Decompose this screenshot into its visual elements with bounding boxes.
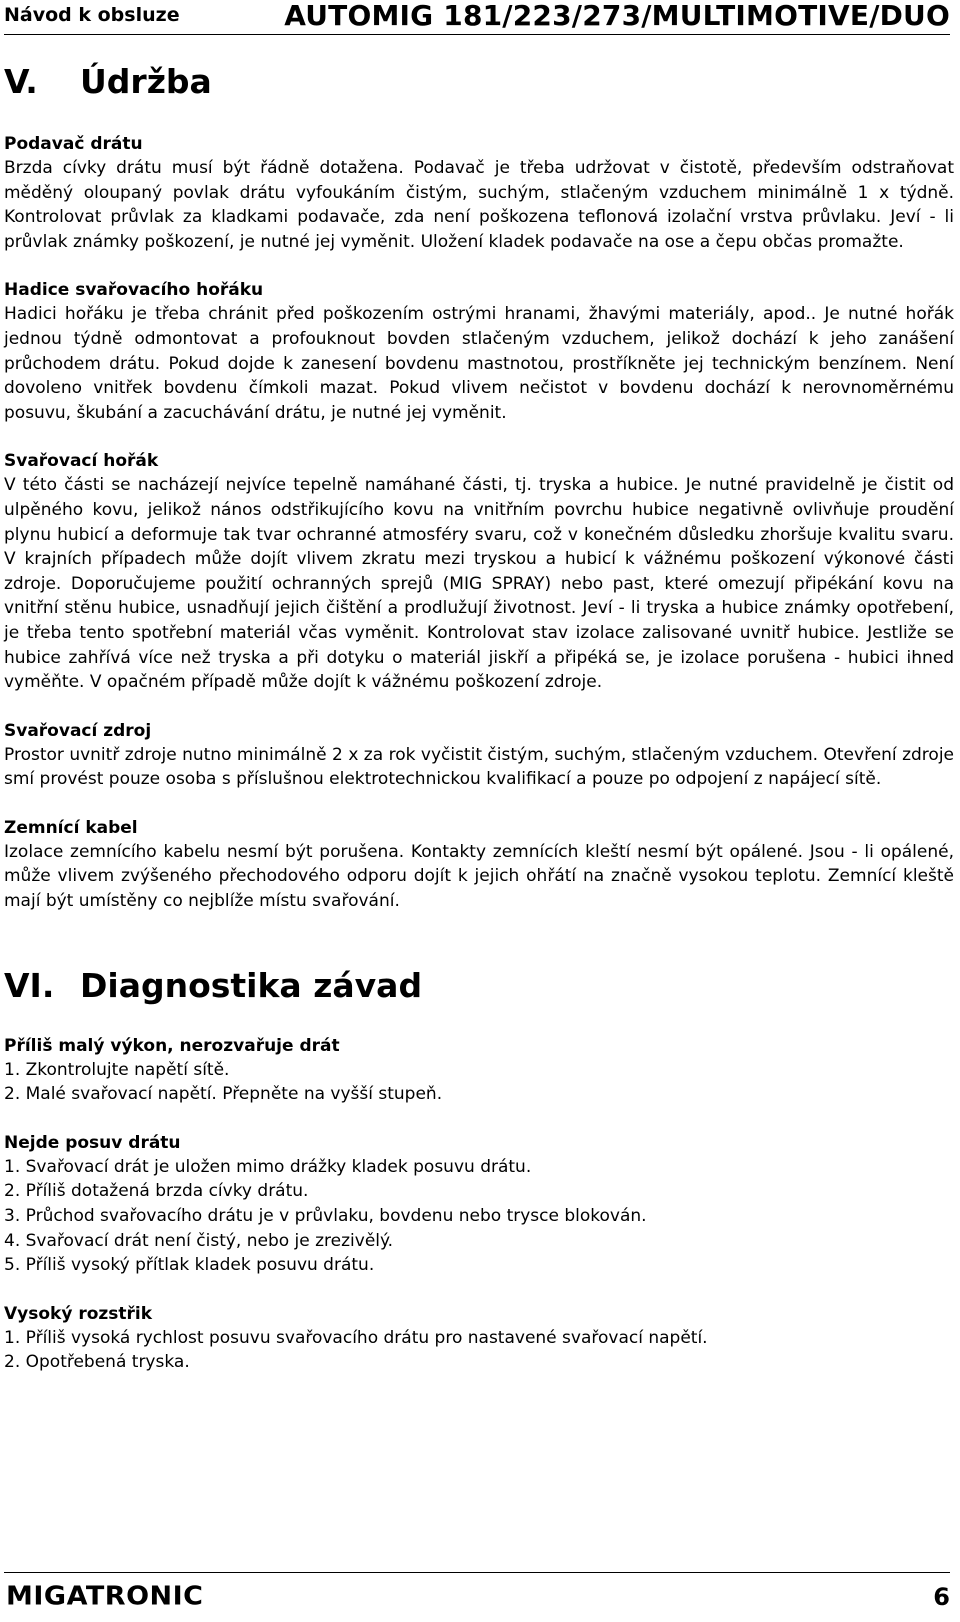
section-wire-feeder bbox=[4, 132, 954, 254]
section-text: V této části se nacházejí nejvíce tepelně namáhané části, tj. tryska a hubice. Je nutné pravidelně je čistit od ulpěného kovu, jelikož nános odstřikujícího kovu na vnitřním povrchu hubice negativně ovlivňuje proudění plynu hubicí a deformuje tak tvar ochranné atmosféry svaru, což v konečném důsledku zhoršuje kvalitu svaru. V krajních případech může dojít vlivem zkratu mezi tryskou a hubicí k vážnému poškození výkonové části zdroje. Doporučujeme použití ochranných sprejů (MIG SPRAY) nebo past, které omezují připékání kovu na vnitřní stěnu hubice, usnadňují jejich čištění a prodlužují životnost. Jeví - li tryska a hubice známky opotřebení, je třeba tento spotřební materiál včas vyměnit. Kontrolovat stav izolace zalisované uvnitř hubice. Jestliže se hubice zahřívá více než tryska a při dotyku o materiál jiskří a připéká se, je izolace porušena - hubici ihned vyměňte. V opačném případě může dojít k vážnému poškození zdroje. bbox=[4, 475, 954, 693]
list-item: 1. Příliš vysoká rychlost posuvu svařovacího drátu pro nastavené svařovací napětí. bbox=[4, 1327, 708, 1348]
section-high-spatter bbox=[4, 1302, 954, 1375]
section-torch-hose bbox=[4, 278, 954, 425]
list-item: 2. Příliš dotažená brzda cívky drátu. bbox=[4, 1181, 309, 1202]
section-title: Vysoký rozstřik bbox=[4, 1303, 153, 1324]
chapter-title: Diagnostika závad bbox=[80, 965, 423, 1005]
section-welding-torch bbox=[4, 449, 954, 694]
section-ground-cable bbox=[4, 816, 954, 914]
section-text: Prostor uvnitř zdroje nutno minimálně 2 x za rok vyčistit čistým, suchým, stlačeným vzduchem. Otevření zdroje smí provést pouze osoba s příslušnou elektrotechnickou kvalifikací a pouze po odpojení z napájecí sítě. bbox=[4, 744, 954, 790]
section-text: Brzda cívky drátu musí být řádně dotažena. Podavač je třeba udržovat v čistotě, především odstraňovat měděný oloupaný povlak drátu vyfoukáním čistým, suchým, stlačeným vzduchem minimálně 1 x týdně. Kontrolovat průvlak za kladkami podavače, zda není poškozena teflonová izolační vrstva průvlaku. Jeví - li průvlak známky poškození, je nutné jej vyměnit. Uložení kladek podavače na ose a čepu občas promažte. bbox=[4, 158, 954, 252]
list-item: 2. Opotřebená tryska. bbox=[4, 1352, 190, 1373]
migatronic-logo: MIGATRONIC bbox=[6, 1581, 204, 1612]
section-title: Svařovací hořák bbox=[4, 451, 159, 472]
section-text: Hadici hořáku je třeba chránit před poškozením ostrými hranami, žhavými materiály, apod.. Je nutné hořák jednou týdně odmontovat a profouknout bovden stlačeným vzduchem, jelikož dochází k jeho zanášení průchodem drátu. Pokud dojde k zanesení bovdenu mastnotou, prostříkněte jej technickým benzínem. Není dovoleno vnitřek bovdenu čímkoli mazat. Pokud vlivem nečistot v bovdenu dochází k nerovnoměrnému posuvu, škubání a zacuchávání drátu, je nutné jej vyměnit. bbox=[4, 304, 954, 423]
section-title: Podavač drátu bbox=[4, 134, 143, 154]
section-title: Příliš malý výkon, nerozvařuje drát bbox=[4, 1035, 340, 1056]
section-title: Nejde posuv drátu bbox=[4, 1132, 181, 1153]
manual-label: Návod k obsluze bbox=[4, 4, 180, 26]
section-title: Zemnící kabel bbox=[4, 817, 138, 838]
chapter-number: V. bbox=[4, 62, 38, 101]
section-welding-source bbox=[4, 719, 954, 792]
list-item: 4. Svařovací drát není čistý, nebo je zrezivělý. bbox=[4, 1230, 394, 1251]
page-footer bbox=[4, 1572, 950, 1613]
section-title: Svařovací zdroj bbox=[4, 720, 152, 741]
section-low-power bbox=[4, 1034, 954, 1107]
section-title: Hadice svařovacího hořáku bbox=[4, 280, 264, 301]
product-title: AUTOMIG 181/223/273/MULTIMOTIVE/DUO bbox=[284, 0, 950, 32]
page-number: 6 bbox=[933, 1583, 950, 1611]
list-item: 2. Malé svařovací napětí. Přepněte na vyšší stupeň. bbox=[4, 1084, 443, 1105]
chapter-heading-diagnostics bbox=[4, 966, 954, 1006]
section-text: Izolace zemnícího kabelu nesmí být porušena. Kontakty zemnících kleští nesmí být opálené. Jsou - li opálené, může vlivem zvýšeného přechodového odporu dojít k jejich ohřátí na značně vysokou teplotu. Zemnící kleště mají být umístěny co nejblíže místu svařování. bbox=[4, 841, 954, 912]
list-item: 3. Průchod svařovacího drátu je v průvlaku, bovdenu nebo trysce blokován. bbox=[4, 1206, 647, 1227]
chapter-heading-maintenance bbox=[4, 62, 954, 102]
list-item: 1. Svařovací drát je uložen mimo drážky kladek posuvu drátu. bbox=[4, 1156, 532, 1177]
list-item: 1. Zkontrolujte napětí sítě. bbox=[4, 1059, 230, 1080]
section-no-wire-feed bbox=[4, 1131, 954, 1278]
chapter-number: VI. bbox=[4, 965, 55, 1005]
page-header bbox=[4, 0, 950, 35]
chapter-title: Údržba bbox=[80, 62, 212, 101]
list-item: 5. Příliš vysoký přítlak kladek posuvu drátu. bbox=[4, 1255, 375, 1276]
page-content bbox=[4, 62, 954, 1375]
